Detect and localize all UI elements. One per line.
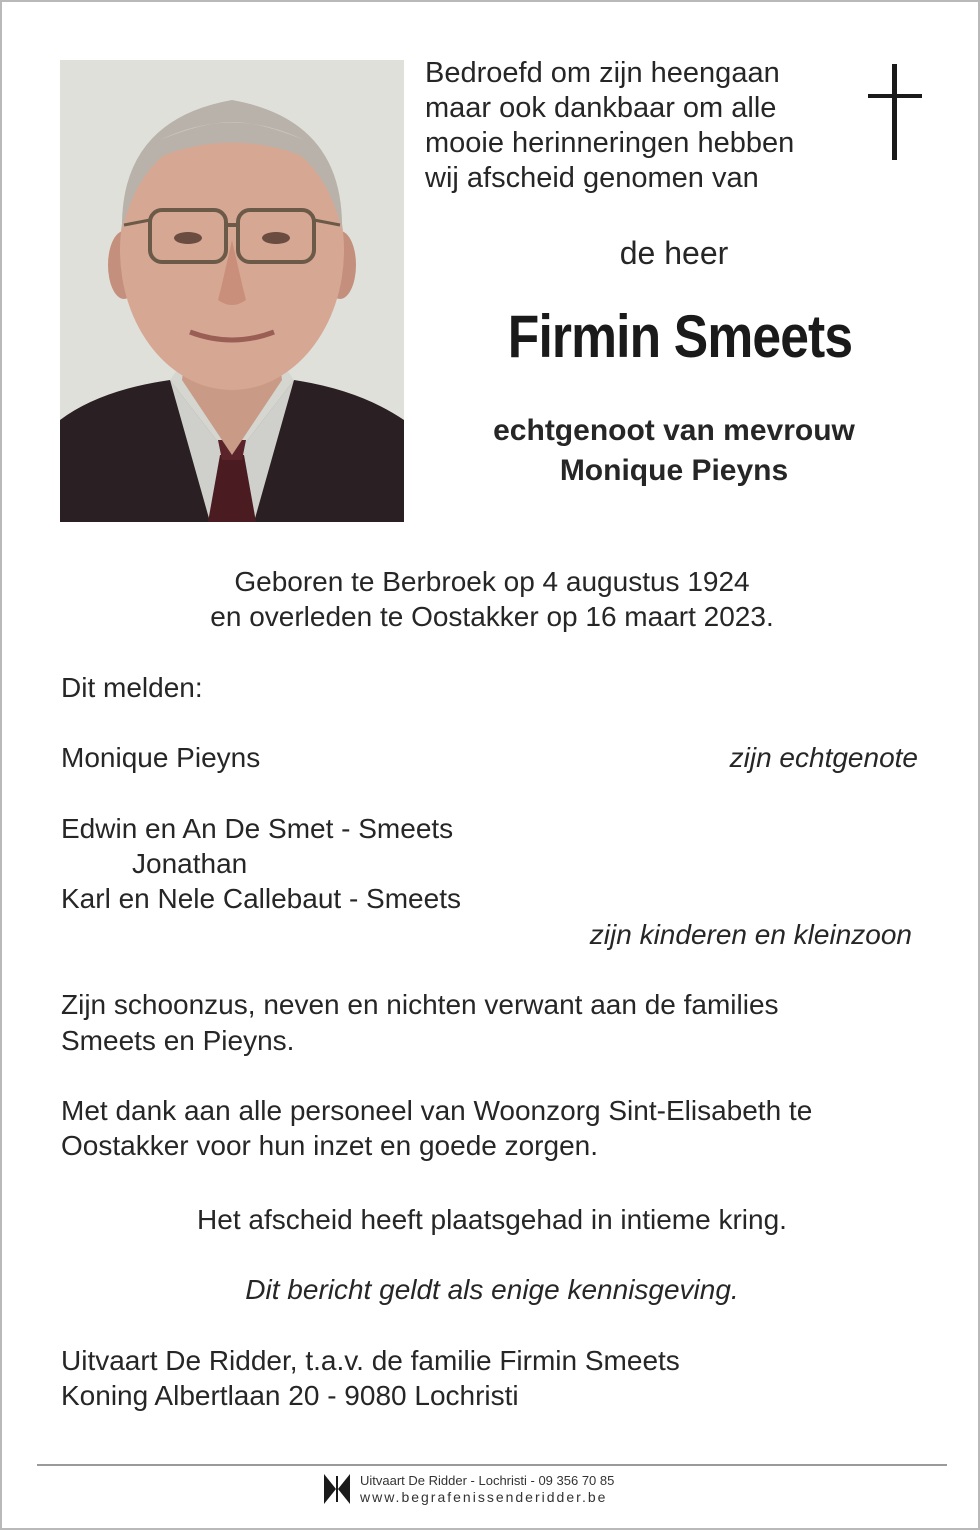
contact-line-1: Uitvaart De Ridder, t.a.v. de familie Firmin Smeets	[61, 1345, 680, 1376]
footer-website-link[interactable]: www.begrafenissenderidder.be	[360, 1489, 608, 1505]
child-line-1: Edwin en An De Smet - Smeets	[61, 813, 454, 844]
contact-line-2: Koning Albertlaan 20 - 9080 Lochristi	[61, 1380, 519, 1411]
death-line: en overleden te Oostakker op 16 maart 2023.	[210, 601, 774, 632]
birth-line: Geboren te Berbroek op 4 augustus 1924	[234, 566, 750, 597]
spouse-line-2: Monique Pieyns	[559, 454, 789, 487]
intro-line: Bedroefd om zijn heengaan	[425, 57, 780, 89]
spouse-name: Monique Pieyns	[61, 742, 261, 773]
intro-line: wij afscheid genomen van	[425, 162, 759, 194]
farewell-text: Het afscheid heeft plaatsgehad in intieme kring.	[197, 1204, 787, 1235]
relatives-line-2: Smeets en Pieyns.	[61, 1025, 295, 1056]
cross-icon	[866, 64, 924, 162]
spouse-role: zijn echtgenote	[729, 742, 918, 773]
title-prefix: de heer	[619, 235, 729, 271]
portrait-photo	[60, 60, 404, 522]
notice-text: Dit bericht geldt als enige kennisgeving.	[245, 1274, 739, 1305]
intro-line: mooie herinneringen hebben	[425, 127, 795, 159]
thanks-line-1: Met dank aan alle personeel van Woonzorg Sint-Elisabeth te	[61, 1095, 813, 1126]
relatives-line-1: Zijn schoonzus, neven en nichten verwant aan de families	[61, 989, 779, 1020]
footer	[322, 1472, 614, 1506]
footer-contact: Uitvaart De Ridder - Lochristi - 09 356 70 85	[360, 1473, 615, 1488]
children-role: zijn kinderen en kleinzoon	[589, 919, 912, 950]
funeral-home-logo-icon	[322, 1472, 352, 1506]
deceased-name: Firmin Smeets	[507, 303, 853, 370]
thanks-line-2: Oostakker voor hun inzet en goede zorgen.	[61, 1130, 599, 1161]
grandchild-line: Jonathan	[132, 848, 248, 879]
announce-label: Dit melden:	[61, 672, 203, 703]
spouse-info	[425, 411, 923, 491]
intro-line: maar ook dankbaar om alle	[425, 92, 777, 124]
spouse-line-1: echtgenoot van mevrouw	[493, 414, 855, 447]
child-line-2: Karl en Nele Callebaut - Smeets	[61, 883, 461, 914]
footer-divider	[37, 1464, 947, 1466]
intro-text	[425, 56, 794, 196]
birth-death-dates	[2, 564, 980, 634]
